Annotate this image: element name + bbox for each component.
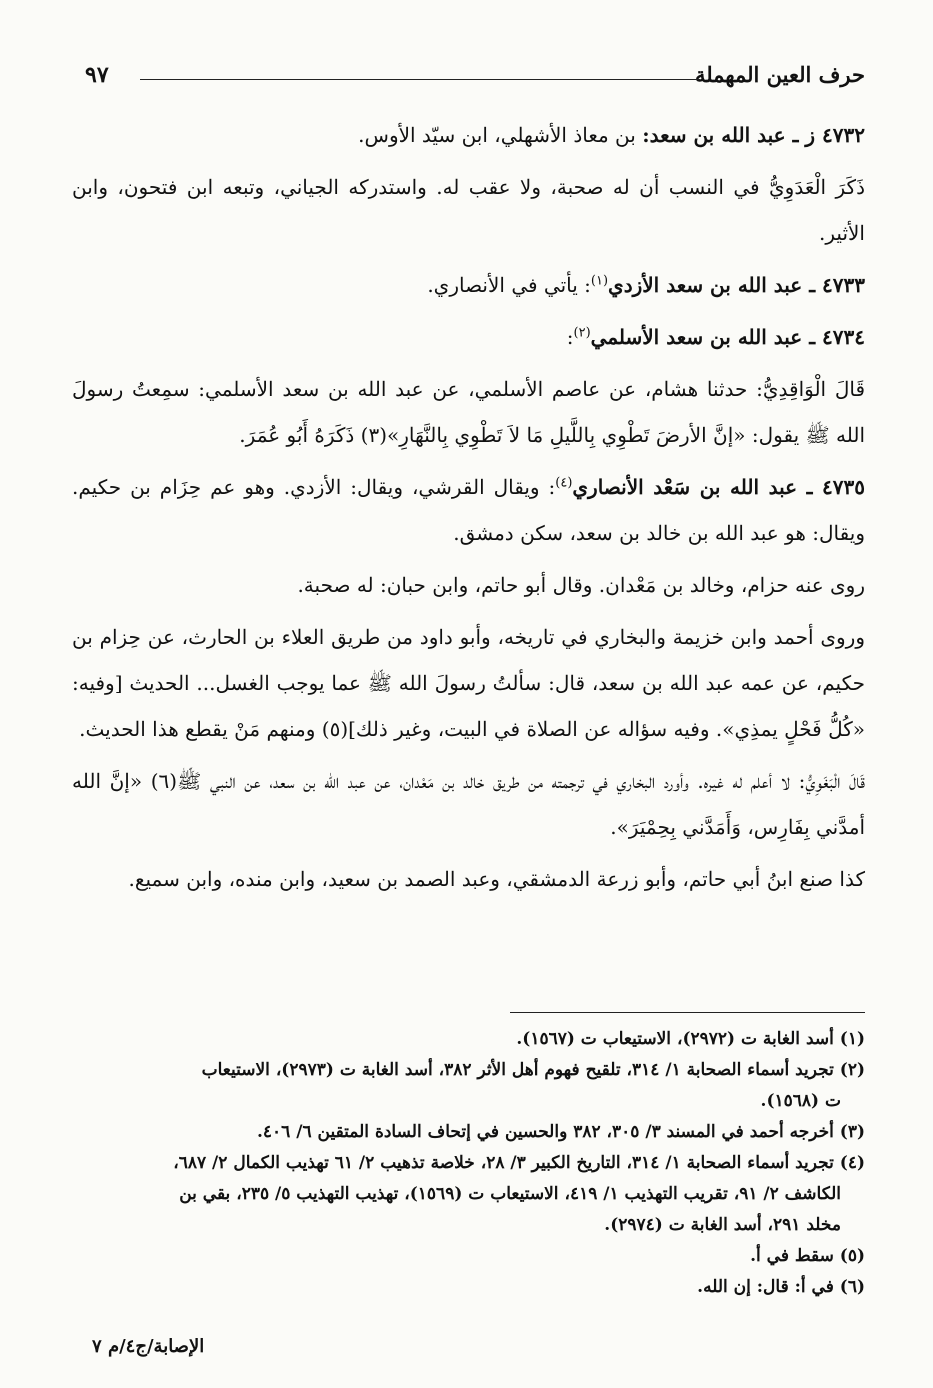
footnote-continuation: الكاشف ٢/ ٩١، تقريب التهذيب ١/ ٤١٩، الاستيعاب ت (١٥٦٩)، تهذيب التهذيب ٥/ ٢٣٥، بقي بن xyxy=(179,1184,841,1204)
paragraph: ٤٧٣٥ ـ عبد الله بن سَعْد الأنصاري$^{(٤)}$: ويقال القرشي، ويقال: الأزدي. وهو عم حِزَام بن حكيم. ويقال: هو عبد الله بن خالد بن سعد، سكن دمشق. xyxy=(72,475,866,545)
paragraph: ٤٧٣٤ ـ عبد الله بن سعد الأسلمي$^{(٢)}$: xyxy=(566,325,865,349)
footnote: (١) أسد الغابة ت (٢٩٧٢)، الاستيعاب ت (١٥٦٧). xyxy=(516,1029,865,1049)
footnote: (٣) أخرجه أحمد في المسند ٣/ ٣٠٥، ٣٨٢ والحسين في إتحاف السادة المتقين ٦/ ٤٠٦. xyxy=(256,1122,865,1142)
footnote-ref: (٢) xyxy=(573,325,591,341)
paragraph: وروى أحمد وابن خزيمة والبخاري في تاريخه، وأبو داود من طريق العلاء بن الحارث، عن حِزام بن حكيم، عن عمه عبد الله بن سعد، قال: سألتُ رسولَ الله ﷺ عما يوجب الغسل... الحديث [وفيه: «كُلُّ فَحْلٍ يمذِي». وفيه سؤاله عن الصلاة في البيت، وغير ذلك](٥) ومنهم مَنْ يقطع هذا الحديث. xyxy=(72,625,865,741)
header-rule xyxy=(140,79,700,80)
footnote-continuation: مخلد ٢٩١، أسد الغابة ت (٢٩٧٤). xyxy=(604,1215,841,1235)
footnote: (٤) تجريد أسماء الصحابة ١/ ٣١٤، التاريخ الكبير ٣/ ٢٨، خلاصة تذهيب ٢/ ٦١ تهذيب الكمال ٢/ ٦٨٧، xyxy=(173,1153,865,1173)
footnote-rule xyxy=(510,1012,865,1013)
footnote: (٥) سقط في أ. xyxy=(750,1246,865,1266)
footnote-ref: (٤) xyxy=(555,475,573,491)
book-signature: الإصابة/ج٤/م ٧ xyxy=(92,1336,205,1357)
paragraph: ذَكَرَ الْعَدَوِيُّ في النسب أن له صحبة، ولا عقب له. واستدركه الجياني، وتبعه ابن فتحون، وابن الأثير. xyxy=(72,175,865,245)
paragraph: قَالَ الْوَاقِدِيُّ: حدثنا هشام، عن عاصم الأسلمي، عن عبد الله بن سعد الأسلمي: سمِعتُ رسولَ الله ﷺ يقول: «إنَّ الأرضَ تَطْوِي بِاللَّيلِ مَا لاَ تَطْوِي بِالنَّهَارِ»(٣) ذَكَرَهُ أَبُو عُمَرَ. xyxy=(72,377,865,447)
paragraph: كذا صنع ابنُ أبي حاتم، وأبو زرعة الدمشقي، وعبد الصمد بن سعيد، وابن منده، وابن سميع. xyxy=(128,867,865,891)
paragraph: قَالَ الْبَغَوِيُّ: لا أعلم له غيره. وأورد البخاري في ترجمته من طريق خالد بن مَعْدان، عن عبد الله بن سعد، عن النبي ﷺ(٦) «إنَّ الله أمدَّني بِفَارِس، وَأَمَدَّني بِحِمْيَرَ». xyxy=(72,769,865,839)
footnote: (٢) تجريد أسماء الصحابة ١/ ٣١٤، تلقيح فهوم أهل الأثر ٣٨٢، أسد الغابة ت (٢٩٧٣)، الاستيعاب xyxy=(201,1060,865,1080)
paragraph: ٤٧٣٣ ـ عبد الله بن سعد الأزدي$^{(١)}$: يأتي في الأنصاري. xyxy=(427,273,865,297)
footnotes xyxy=(72,1024,865,1303)
page-number: ٩٧ xyxy=(85,62,109,88)
footnote: (٦) في أ: قال: إن الله. xyxy=(697,1277,865,1297)
chapter-title: حرف العين المهملة xyxy=(694,62,865,87)
page-header xyxy=(85,60,865,96)
paragraph: ٤٧٣٢ ز ـ عبد الله بن سعد: بن معاذ الأشهلي، ابن سيّد الأوس. xyxy=(358,123,865,147)
footnote-ref: (١) xyxy=(590,273,609,289)
footnote-continuation: ت (١٥٦٨). xyxy=(760,1091,841,1111)
main-text xyxy=(72,112,865,908)
paragraph: روى عنه حزام، وخالد بن مَعْدان. وقال أبو حاتم، وابن حبان: له صحبة. xyxy=(297,573,865,597)
